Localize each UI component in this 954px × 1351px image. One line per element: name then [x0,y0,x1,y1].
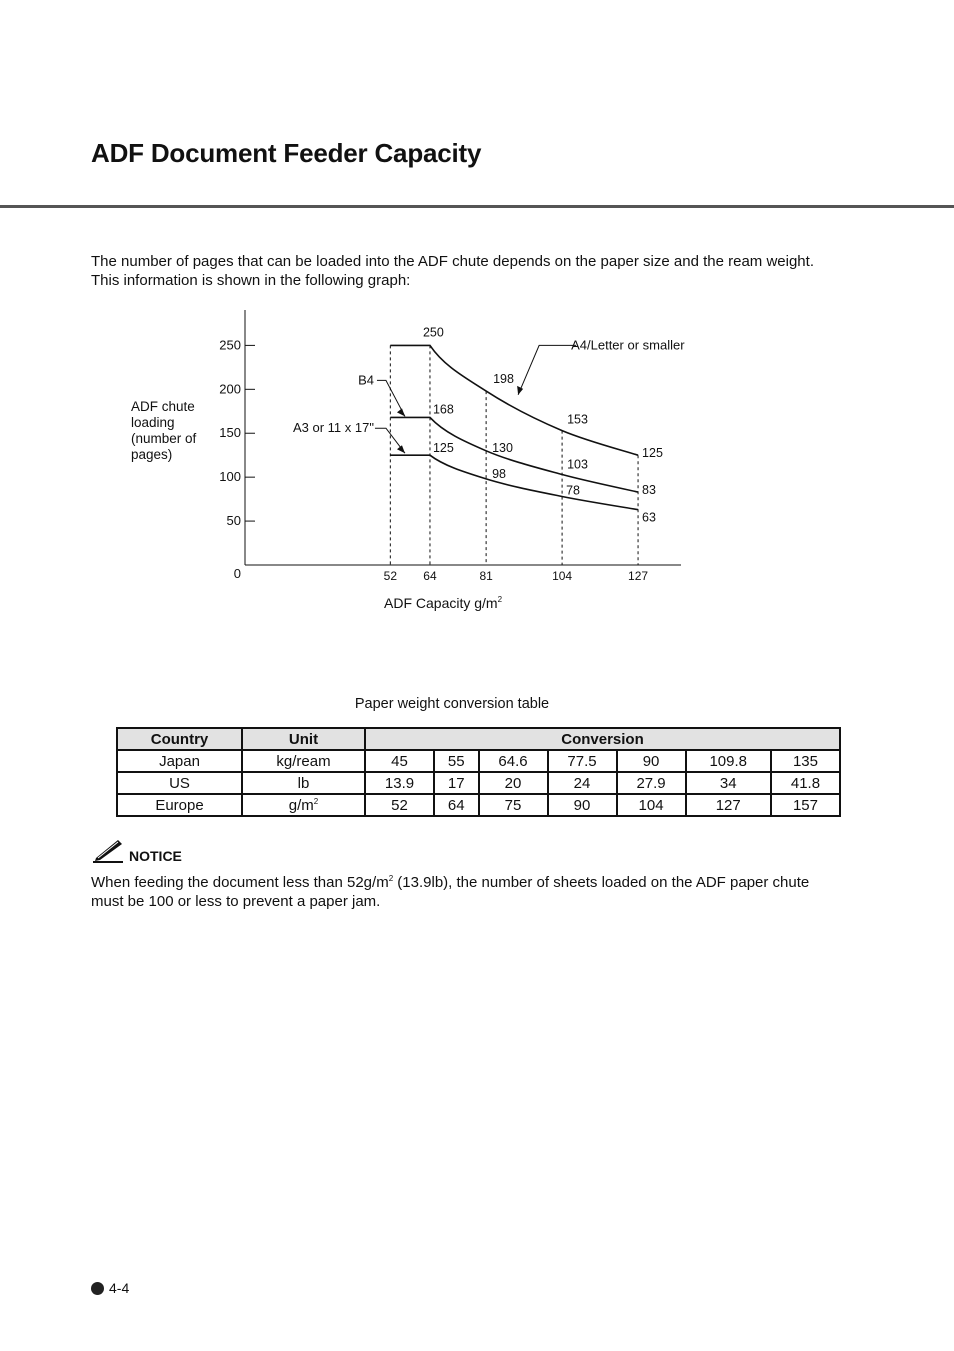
cell-value: 52 [365,794,434,816]
header-divider [0,205,954,208]
data-label: 83 [642,483,656,498]
y-tick-label: 50 [226,513,241,529]
x-tick-label: 81 [479,569,493,583]
x-tick-label: 127 [628,569,649,583]
series-name-a4: A4/Letter or smaller [571,337,685,353]
page-title: ADF Document Feeder Capacity [91,138,482,168]
header-unit: Unit [242,728,365,750]
cell-value: 135 [771,750,840,772]
cell-unit-text: lb [297,774,310,792]
cell-unit [242,772,365,794]
intro-paragraph: The number of pages that can be loaded into the ADF chute depends on the paper size and the ream weight. This information is shown in the following graph: [91,253,814,289]
x-axis-label-text: ADF Capacity g/m [384,595,498,611]
table-row [117,794,840,816]
cell-value: 45 [365,750,434,772]
a3-callout-arrow [397,445,405,453]
table-caption: Paper weight conversion table [354,696,550,712]
y-tick-label: 100 [219,469,241,485]
cell-value: 127 [686,794,771,816]
notice-text-start: When feeding the document less than 52g/m [91,874,389,891]
page-number: 4-4 [109,1280,130,1296]
notice-text-end: (13.9lb), the number of sheets loaded on the ADF paper chute must be 100 or less to prevent a paper jam. [91,874,810,910]
y-axis-label: ADF chute [131,399,195,414]
cell-value: 157 [771,794,840,816]
cell-unit-text: g/m [288,796,314,814]
series-line [390,345,638,455]
notice-heading [91,838,182,864]
cell-unit [242,750,365,772]
cell-value: 41.8 [771,772,840,794]
cell-value: 27.9 [617,772,686,794]
notice-label: NOTICE [129,848,182,864]
cell-value: 104 [617,794,686,816]
b4-callout-arrow [397,408,405,416]
adf-capacity-chart [120,305,720,620]
cell-country: Europe [117,794,242,816]
data-label: 78 [566,483,580,498]
data-label: 98 [492,466,507,481]
a4-callout-arrow [517,386,523,395]
y-tick-label: 200 [219,381,241,397]
table-header-row [117,728,840,750]
y-axis-label: loading [131,415,175,430]
x-tick-label: 64 [423,569,437,583]
y-tick-label: 0 [233,566,241,581]
cell-value: 90 [548,794,617,816]
cell-value: 75 [479,794,548,816]
cell-unit [242,794,365,816]
series-line [390,455,638,509]
header-country: Country [117,728,242,750]
data-label: 63 [642,510,656,525]
cell-value: 34 [686,772,771,794]
data-label: 153 [567,412,588,427]
cell-value: 13.9 [365,772,434,794]
series-name-a3: A3 or 11 x 17" [292,420,374,436]
bullet-icon [91,1282,104,1295]
cell-value: 20 [479,772,548,794]
a4-callout-line [518,345,576,394]
cell-value: 17 [434,772,478,794]
cell-unit-sup: 2 [313,796,319,806]
data-label: 125 [642,446,663,461]
header-conversion: Conversion [365,728,840,750]
y-tick-label: 250 [219,337,241,353]
y-tick-label: 150 [219,425,241,441]
pencil-icon [91,838,127,864]
cell-value: 77.5 [548,750,617,772]
data-label: 130 [492,440,513,455]
x-tick-label: 104 [552,569,573,583]
cell-unit-text: kg/ream [276,752,331,770]
x-tick-label: 52 [383,569,398,583]
x-axis-label [384,595,503,611]
cell-value: 64 [434,794,478,816]
cell-value: 109.8 [686,750,771,772]
data-label: 125 [432,441,454,456]
notice-sup: 2 [388,874,394,883]
notice-text [91,869,831,911]
cell-country: US [117,772,242,794]
paper-weight-conversion-table [116,727,841,817]
cell-value: 90 [617,750,686,772]
page-footer [91,1280,129,1296]
cell-value: 24 [548,772,617,794]
cell-value: 64.6 [479,750,548,772]
data-label: 168 [432,402,454,417]
table-row [117,750,840,772]
y-axis-label: pages) [131,447,173,462]
table-body [117,750,840,816]
cell-value: 55 [434,750,478,772]
data-label: 198 [493,372,514,387]
y-axis-label: (number of [131,431,197,446]
cell-country: Japan [117,750,242,772]
table-row [117,772,840,794]
x-axis-label-sup: 2 [497,595,503,604]
data-label: 250 [422,325,444,340]
data-label: 103 [567,457,588,472]
series-name-b4: B4 [358,372,374,388]
